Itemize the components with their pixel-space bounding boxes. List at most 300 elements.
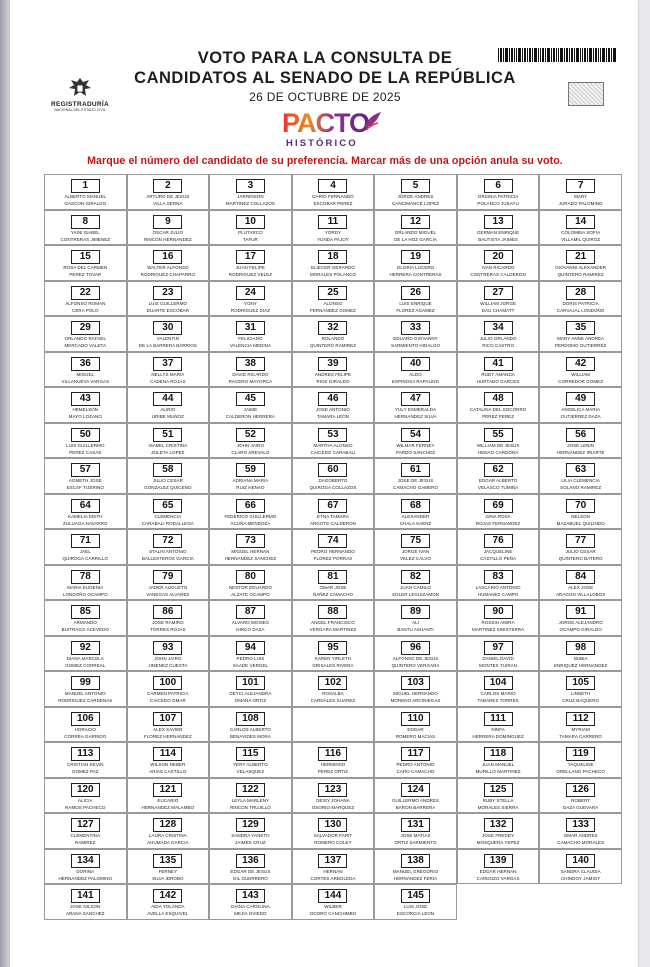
candidate-number-box[interactable]: 94 xyxy=(236,641,265,655)
candidate-number-box[interactable]: 51 xyxy=(153,428,182,442)
candidate-cell[interactable] xyxy=(539,316,622,352)
candidate-number-box[interactable]: 138 xyxy=(401,854,430,868)
candidate-cell[interactable] xyxy=(209,210,292,246)
candidate-cell[interactable] xyxy=(292,671,375,707)
candidate-number-box[interactable]: 17 xyxy=(236,250,265,264)
candidate-number-box[interactable]: 98 xyxy=(566,641,595,655)
candidate-cell[interactable] xyxy=(127,174,210,210)
candidate-last-name: QUIROGA CARRILLO xyxy=(62,556,109,562)
candidate-number-box[interactable]: 4 xyxy=(318,179,347,193)
candidate-cell[interactable] xyxy=(209,316,292,352)
candidate-number-box[interactable]: 112 xyxy=(566,712,595,726)
candidate-cell[interactable] xyxy=(292,316,375,352)
candidate-number-box[interactable]: 64 xyxy=(71,499,100,513)
candidate-number-box[interactable]: 97 xyxy=(484,641,513,655)
candidate-number-box[interactable]: 145 xyxy=(401,889,430,903)
candidate-cell[interactable] xyxy=(44,813,127,849)
candidate-number-box[interactable]: 87 xyxy=(236,605,265,619)
candidate-cell[interactable] xyxy=(457,245,540,281)
candidate-number-box[interactable]: 67 xyxy=(318,499,347,513)
candidate-number-box[interactable]: 29 xyxy=(71,321,100,335)
candidate-cell[interactable] xyxy=(457,529,540,565)
candidate-number-box[interactable]: 60 xyxy=(318,463,347,477)
candidate-number-box[interactable]: 33 xyxy=(401,321,430,335)
candidate-cell[interactable] xyxy=(374,849,457,885)
candidate-cell[interactable] xyxy=(127,884,210,920)
candidate-cell[interactable] xyxy=(292,849,375,885)
candidate-cell[interactable] xyxy=(44,316,127,352)
candidate-number-box[interactable]: 133 xyxy=(566,818,595,832)
candidate-number-box[interactable]: 57 xyxy=(71,463,100,477)
candidate-number-box[interactable]: 40 xyxy=(401,357,430,371)
candidate-number-box[interactable]: 126 xyxy=(566,783,595,797)
candidate-cell[interactable] xyxy=(44,778,127,814)
candidate-cell[interactable] xyxy=(539,529,622,565)
candidate-number-box[interactable]: 38 xyxy=(236,357,265,371)
candidate-number-box[interactable]: 76 xyxy=(484,534,513,548)
candidate-cell[interactable] xyxy=(457,281,540,317)
candidate-number-box[interactable]: 24 xyxy=(236,286,265,300)
candidate-cell[interactable] xyxy=(44,423,127,459)
candidate-number-box[interactable]: 89 xyxy=(401,605,430,619)
candidate-cell[interactable] xyxy=(44,529,127,565)
candidate-last-name: VILLA SERNA xyxy=(153,201,183,207)
candidate-number-box[interactable]: 111 xyxy=(484,712,513,726)
candidate-cell[interactable] xyxy=(374,671,457,707)
candidate-cell[interactable] xyxy=(292,778,375,814)
candidate-cell[interactable] xyxy=(127,281,210,317)
candidate-number-box[interactable]: 132 xyxy=(484,818,513,832)
candidate-number-box[interactable]: 43 xyxy=(71,392,100,406)
candidate-cell[interactable] xyxy=(127,352,210,388)
candidate-cell[interactable] xyxy=(374,600,457,636)
candidate-cell[interactable] xyxy=(374,742,457,778)
candidate-number-box[interactable]: 117 xyxy=(401,747,430,761)
candidate-cell[interactable] xyxy=(292,884,375,920)
candidate-number-box[interactable]: 54 xyxy=(401,428,430,442)
candidate-cell[interactable] xyxy=(539,636,622,672)
candidate-number-box[interactable]: 12 xyxy=(401,215,430,229)
candidate-cell[interactable] xyxy=(539,671,622,707)
candidate-cell[interactable] xyxy=(127,210,210,246)
candidate-cell[interactable] xyxy=(374,529,457,565)
candidate-number-box[interactable]: 53 xyxy=(318,428,347,442)
candidate-cell[interactable] xyxy=(292,423,375,459)
candidate-number-box[interactable]: 101 xyxy=(236,676,265,690)
candidate-number-box[interactable]: 122 xyxy=(236,783,265,797)
candidate-cell[interactable] xyxy=(44,636,127,672)
candidate-number-box[interactable]: 32 xyxy=(318,321,347,335)
candidate-first-name: NUBIA xyxy=(573,655,588,661)
candidate-cell[interactable] xyxy=(374,210,457,246)
candidate-number-box[interactable]: 130 xyxy=(318,818,347,832)
candidate-cell[interactable] xyxy=(292,245,375,281)
candidate-cell[interactable] xyxy=(209,565,292,601)
candidate-cell[interactable] xyxy=(127,778,210,814)
candidate-cell[interactable] xyxy=(539,352,622,388)
candidate-first-name: ALI xyxy=(412,620,419,625)
candidate-cell[interactable] xyxy=(457,707,540,743)
candidate-number-box[interactable]: 125 xyxy=(484,783,513,797)
candidate-cell[interactable] xyxy=(44,565,127,601)
candidate-cell[interactable] xyxy=(539,174,622,210)
candidate-number-box[interactable]: 11 xyxy=(318,215,347,229)
candidate-cell[interactable] xyxy=(209,707,292,743)
candidate-cell[interactable] xyxy=(539,707,622,743)
candidate-number-box[interactable]: 2 xyxy=(153,179,182,193)
candidate-cell[interactable] xyxy=(457,458,540,494)
candidate-cell[interactable] xyxy=(457,600,540,636)
candidate-cell[interactable] xyxy=(457,316,540,352)
candidate-cell[interactable] xyxy=(374,352,457,388)
candidate-number-box[interactable]: 80 xyxy=(236,570,265,584)
candidate-number-box[interactable]: 36 xyxy=(71,357,100,371)
candidate-number-box[interactable]: 20 xyxy=(484,250,513,264)
candidate-cell[interactable] xyxy=(457,174,540,210)
candidate-cell[interactable] xyxy=(539,813,622,849)
candidate-cell[interactable] xyxy=(457,423,540,459)
candidate-cell[interactable] xyxy=(44,174,127,210)
candidate-cell[interactable] xyxy=(539,245,622,281)
candidate-cell[interactable] xyxy=(539,494,622,530)
candidate-number-box[interactable]: 10 xyxy=(236,215,265,229)
candidate-cell[interactable] xyxy=(292,387,375,423)
candidate-number-box[interactable]: 73 xyxy=(236,534,265,548)
candidate-number-box[interactable]: 1 xyxy=(71,179,100,193)
candidate-number-box[interactable]: 45 xyxy=(236,392,265,406)
candidate-cell[interactable] xyxy=(209,813,292,849)
candidate-cell[interactable] xyxy=(209,174,292,210)
candidate-cell[interactable] xyxy=(539,423,622,459)
candidate-cell[interactable] xyxy=(127,813,210,849)
candidate-number-box[interactable]: 48 xyxy=(484,392,513,406)
candidate-cell[interactable] xyxy=(292,742,375,778)
candidate-number-box[interactable]: 96 xyxy=(401,641,430,655)
candidate-number-box[interactable]: 77 xyxy=(566,534,595,548)
candidate-number-box[interactable]: 34 xyxy=(484,321,513,335)
candidate-number-box[interactable]: 13 xyxy=(484,215,513,229)
candidate-number-box[interactable]: 47 xyxy=(401,392,430,406)
candidate-number-box[interactable]: 142 xyxy=(153,889,182,903)
candidate-cell[interactable] xyxy=(374,245,457,281)
candidate-cell[interactable] xyxy=(127,671,210,707)
candidate-number-box[interactable]: 63 xyxy=(566,463,595,477)
candidate-cell[interactable] xyxy=(44,387,127,423)
candidate-cell[interactable] xyxy=(127,707,210,743)
candidate-cell[interactable] xyxy=(457,778,540,814)
candidate-cell[interactable] xyxy=(127,316,210,352)
candidate-number-box[interactable]: 136 xyxy=(236,854,265,868)
candidate-cell[interactable] xyxy=(209,423,292,459)
candidate-number-box[interactable]: 16 xyxy=(153,250,182,264)
candidate-number-box[interactable]: 115 xyxy=(236,747,265,761)
candidate-number-box[interactable]: 65 xyxy=(153,499,182,513)
candidate-number-box[interactable]: 56 xyxy=(566,428,595,442)
candidate-cell[interactable] xyxy=(539,458,622,494)
candidate-number-box[interactable]: 82 xyxy=(401,570,430,584)
candidate-cell[interactable] xyxy=(44,281,127,317)
candidate-cell[interactable] xyxy=(457,387,540,423)
candidate-number-box[interactable]: 86 xyxy=(153,605,182,619)
candidate-cell[interactable] xyxy=(44,884,127,920)
candidate-number-box[interactable]: 71 xyxy=(71,534,100,548)
candidate-cell[interactable] xyxy=(127,529,210,565)
candidate-cell[interactable] xyxy=(44,245,127,281)
candidate-number-box[interactable]: 21 xyxy=(566,250,595,264)
candidate-cell[interactable] xyxy=(292,210,375,246)
candidate-first-name: DARIO FERNANDO xyxy=(312,194,354,199)
candidate-number-box[interactable]: 129 xyxy=(236,818,265,832)
candidate-number-box[interactable]: 137 xyxy=(318,854,347,868)
candidate-cell[interactable] xyxy=(457,352,540,388)
candidate-number-box[interactable]: 79 xyxy=(153,570,182,584)
candidate-number-box[interactable]: 44 xyxy=(153,392,182,406)
candidate-number-box[interactable]: 124 xyxy=(401,783,430,797)
candidate-cell[interactable] xyxy=(292,174,375,210)
candidate-cell[interactable] xyxy=(539,600,622,636)
candidate-first-name: YERY ALBERTO xyxy=(233,762,268,767)
candidate-number-box[interactable]: 140 xyxy=(566,854,595,868)
candidate-cell[interactable] xyxy=(209,494,292,530)
candidate-cell[interactable] xyxy=(209,671,292,707)
candidate-cell[interactable] xyxy=(209,742,292,778)
candidate-number-box[interactable]: 81 xyxy=(318,570,347,584)
candidate-number-box[interactable]: 18 xyxy=(318,250,347,264)
candidate-first-name: CARLOS ALBERTO xyxy=(229,726,271,732)
candidate-number-box[interactable]: 106 xyxy=(71,712,100,726)
candidate-number-box[interactable]: 59 xyxy=(236,463,265,477)
candidate-cell[interactable] xyxy=(44,352,127,388)
candidate-cell[interactable] xyxy=(127,636,210,672)
candidate-cell[interactable] xyxy=(539,387,622,423)
candidate-number-box[interactable]: 31 xyxy=(236,321,265,335)
candidate-number-box[interactable]: 88 xyxy=(318,605,347,619)
candidate-number-box[interactable]: 62 xyxy=(484,463,513,477)
candidate-cell[interactable] xyxy=(374,494,457,530)
candidate-cell[interactable] xyxy=(209,600,292,636)
candidate-last-name: VERGARA MARTINEZ xyxy=(309,627,357,633)
candidate-cell[interactable] xyxy=(292,529,375,565)
candidate-cell[interactable] xyxy=(44,671,127,707)
candidate-number-box[interactable]: 69 xyxy=(484,499,513,513)
candidate-number-box[interactable]: 105 xyxy=(566,676,595,690)
candidate-number-box[interactable]: 123 xyxy=(318,783,347,797)
candidate-number-box[interactable]: 135 xyxy=(153,854,182,868)
candidate-number-box[interactable]: 141 xyxy=(71,889,100,903)
candidate-number-box[interactable]: 93 xyxy=(153,641,182,655)
candidate-cell[interactable] xyxy=(539,281,622,317)
candidate-first-name: ROLANDO xyxy=(321,336,345,341)
candidate-cell[interactable] xyxy=(374,636,457,672)
candidate-number-box[interactable]: 58 xyxy=(153,463,182,477)
candidate-number-box[interactable]: 49 xyxy=(566,392,595,406)
candidate-number-box[interactable]: 102 xyxy=(318,676,347,690)
candidate-number-box[interactable]: 91 xyxy=(566,605,595,619)
candidate-number-box[interactable]: 99 xyxy=(71,676,100,690)
candidate-number-box[interactable]: 119 xyxy=(566,747,595,761)
candidate-number-box[interactable]: 42 xyxy=(566,357,595,371)
candidate-cell[interactable] xyxy=(209,352,292,388)
candidate-cell[interactable] xyxy=(374,565,457,601)
candidate-cell[interactable] xyxy=(209,245,292,281)
candidate-number-box[interactable]: 116 xyxy=(318,747,347,761)
candidate-number-box[interactable]: 120 xyxy=(71,783,100,797)
candidate-number-box[interactable]: 84 xyxy=(566,570,595,584)
candidate-number-box[interactable]: 78 xyxy=(71,570,100,584)
candidate-number-box[interactable]: 61 xyxy=(401,463,430,477)
candidate-number-box[interactable]: 92 xyxy=(71,641,100,655)
candidate-cell[interactable] xyxy=(292,565,375,601)
candidate-cell[interactable] xyxy=(457,813,540,849)
candidate-first-name: WILLIAM JORGE xyxy=(480,300,517,306)
candidate-number-box[interactable]: 19 xyxy=(401,250,430,264)
candidate-cell[interactable] xyxy=(44,849,127,885)
candidate-number-box[interactable]: 27 xyxy=(484,286,513,300)
candidate-cell[interactable] xyxy=(292,600,375,636)
candidate-cell[interactable] xyxy=(374,423,457,459)
candidate-number-box[interactable]: 41 xyxy=(484,357,513,371)
candidate-number-box[interactable]: 95 xyxy=(318,641,347,655)
candidate-number-box[interactable]: 118 xyxy=(484,747,513,761)
candidate-cell[interactable] xyxy=(127,742,210,778)
candidate-cell[interactable] xyxy=(127,565,210,601)
candidate-number-box[interactable]: 14 xyxy=(566,215,595,229)
candidate-number-box[interactable]: 52 xyxy=(236,428,265,442)
candidate-cell[interactable] xyxy=(127,423,210,459)
candidate-cell[interactable] xyxy=(457,565,540,601)
candidate-cell[interactable] xyxy=(209,778,292,814)
candidate-cell[interactable] xyxy=(457,742,540,778)
candidate-cell[interactable] xyxy=(127,849,210,885)
candidate-number-box[interactable]: 131 xyxy=(401,818,430,832)
candidate-cell[interactable] xyxy=(127,245,210,281)
candidate-number-box[interactable]: 66 xyxy=(236,499,265,513)
candidate-cell[interactable] xyxy=(457,636,540,672)
candidate-number-box[interactable]: 7 xyxy=(566,179,595,193)
candidate-cell[interactable] xyxy=(292,636,375,672)
candidate-number-box[interactable]: 143 xyxy=(236,889,265,903)
candidate-number-box[interactable]: 107 xyxy=(153,712,182,726)
candidate-cell[interactable] xyxy=(539,849,622,885)
candidate-number-box[interactable]: 39 xyxy=(318,357,347,371)
candidate-cell[interactable] xyxy=(127,458,210,494)
candidate-number-box[interactable]: 103 xyxy=(401,676,430,690)
candidate-number-box[interactable]: 30 xyxy=(153,321,182,335)
candidate-number-box[interactable]: 8 xyxy=(71,215,100,229)
candidate-number-box[interactable]: 127 xyxy=(71,818,100,832)
candidate-number-box[interactable]: 100 xyxy=(153,676,182,690)
candidate-number-box[interactable]: 6 xyxy=(484,179,513,193)
candidate-number-box[interactable]: 3 xyxy=(236,179,265,193)
candidate-cell[interactable] xyxy=(209,281,292,317)
candidate-cell[interactable] xyxy=(209,849,292,885)
candidate-number-box[interactable]: 70 xyxy=(566,499,595,513)
candidate-cell[interactable] xyxy=(127,600,210,636)
candidate-number-box[interactable]: 26 xyxy=(401,286,430,300)
candidate-number-box[interactable]: 121 xyxy=(153,783,182,797)
candidate-cell[interactable] xyxy=(44,494,127,530)
candidate-cell[interactable] xyxy=(44,210,127,246)
candidate-number-box[interactable]: 46 xyxy=(318,392,347,406)
candidate-number-box[interactable]: 22 xyxy=(71,286,100,300)
candidate-number-box[interactable]: 37 xyxy=(153,357,182,371)
candidate-cell[interactable] xyxy=(209,529,292,565)
candidate-cell[interactable] xyxy=(292,494,375,530)
candidate-number-box[interactable]: 128 xyxy=(153,818,182,832)
candidate-number-box[interactable]: 104 xyxy=(484,676,513,690)
candidate-number-box[interactable]: 68 xyxy=(401,499,430,513)
candidate-number-box[interactable]: 113 xyxy=(71,747,100,761)
candidate-cell[interactable] xyxy=(457,210,540,246)
candidate-cell[interactable] xyxy=(374,174,457,210)
candidate-number-box[interactable]: 35 xyxy=(566,321,595,335)
candidate-cell[interactable] xyxy=(374,813,457,849)
candidate-number-box[interactable]: 50 xyxy=(71,428,100,442)
candidate-number-box[interactable]: 85 xyxy=(71,605,100,619)
candidate-cell[interactable] xyxy=(209,636,292,672)
candidate-cell[interactable] xyxy=(457,671,540,707)
candidate-cell[interactable] xyxy=(209,884,292,920)
candidate-cell[interactable] xyxy=(292,458,375,494)
candidate-number-box[interactable]: 75 xyxy=(401,534,430,548)
candidate-number-box[interactable]: 28 xyxy=(566,286,595,300)
candidate-cell[interactable] xyxy=(44,458,127,494)
candidate-cell[interactable] xyxy=(127,494,210,530)
candidate-number-box[interactable]: 90 xyxy=(484,605,513,619)
candidate-cell[interactable] xyxy=(374,707,457,743)
candidate-number-box[interactable]: 9 xyxy=(153,215,182,229)
candidate-number-box[interactable]: 74 xyxy=(318,534,347,548)
candidate-cell[interactable] xyxy=(374,458,457,494)
candidate-cell[interactable] xyxy=(539,742,622,778)
candidate-cell[interactable] xyxy=(44,600,127,636)
candidate-cell[interactable] xyxy=(374,387,457,423)
candidate-number-box[interactable]: 144 xyxy=(318,889,347,903)
candidate-cell[interactable] xyxy=(127,387,210,423)
candidate-cell[interactable] xyxy=(457,494,540,530)
candidate-cell[interactable] xyxy=(374,778,457,814)
candidate-cell[interactable] xyxy=(374,884,457,920)
candidate-number-box[interactable]: 134 xyxy=(71,854,100,868)
candidate-number-box[interactable]: 25 xyxy=(318,286,347,300)
candidate-number-box[interactable]: 23 xyxy=(153,286,182,300)
candidate-number-box[interactable]: 15 xyxy=(71,250,100,264)
candidate-number-box[interactable]: 72 xyxy=(153,534,182,548)
candidate-first-name: PLUTARCO xyxy=(238,229,263,235)
candidate-cell[interactable] xyxy=(539,778,622,814)
candidate-number-box[interactable]: 5 xyxy=(401,179,430,193)
candidate-number-box[interactable]: 108 xyxy=(236,712,265,726)
candidate-cell[interactable] xyxy=(44,742,127,778)
candidate-number-box[interactable]: 139 xyxy=(484,854,513,868)
candidate-cell[interactable] xyxy=(209,458,292,494)
candidate-number-box[interactable]: 55 xyxy=(484,428,513,442)
candidate-cell[interactable] xyxy=(292,813,375,849)
candidate-cell[interactable] xyxy=(374,281,457,317)
candidate-cell[interactable] xyxy=(539,210,622,246)
candidate-number-box[interactable]: 110 xyxy=(401,712,430,726)
candidate-number-box[interactable]: 83 xyxy=(484,570,513,584)
candidate-cell[interactable] xyxy=(44,707,127,743)
candidate-cell[interactable] xyxy=(374,316,457,352)
candidate-first-name: ROSA DEL CARMEN xyxy=(63,265,108,270)
candidate-cell[interactable] xyxy=(539,565,622,601)
candidate-number-box[interactable]: 114 xyxy=(153,747,182,761)
candidate-cell[interactable] xyxy=(292,281,375,317)
candidate-cell[interactable] xyxy=(292,352,375,388)
candidate-cell[interactable] xyxy=(209,387,292,423)
candidate-cell[interactable] xyxy=(457,849,540,885)
